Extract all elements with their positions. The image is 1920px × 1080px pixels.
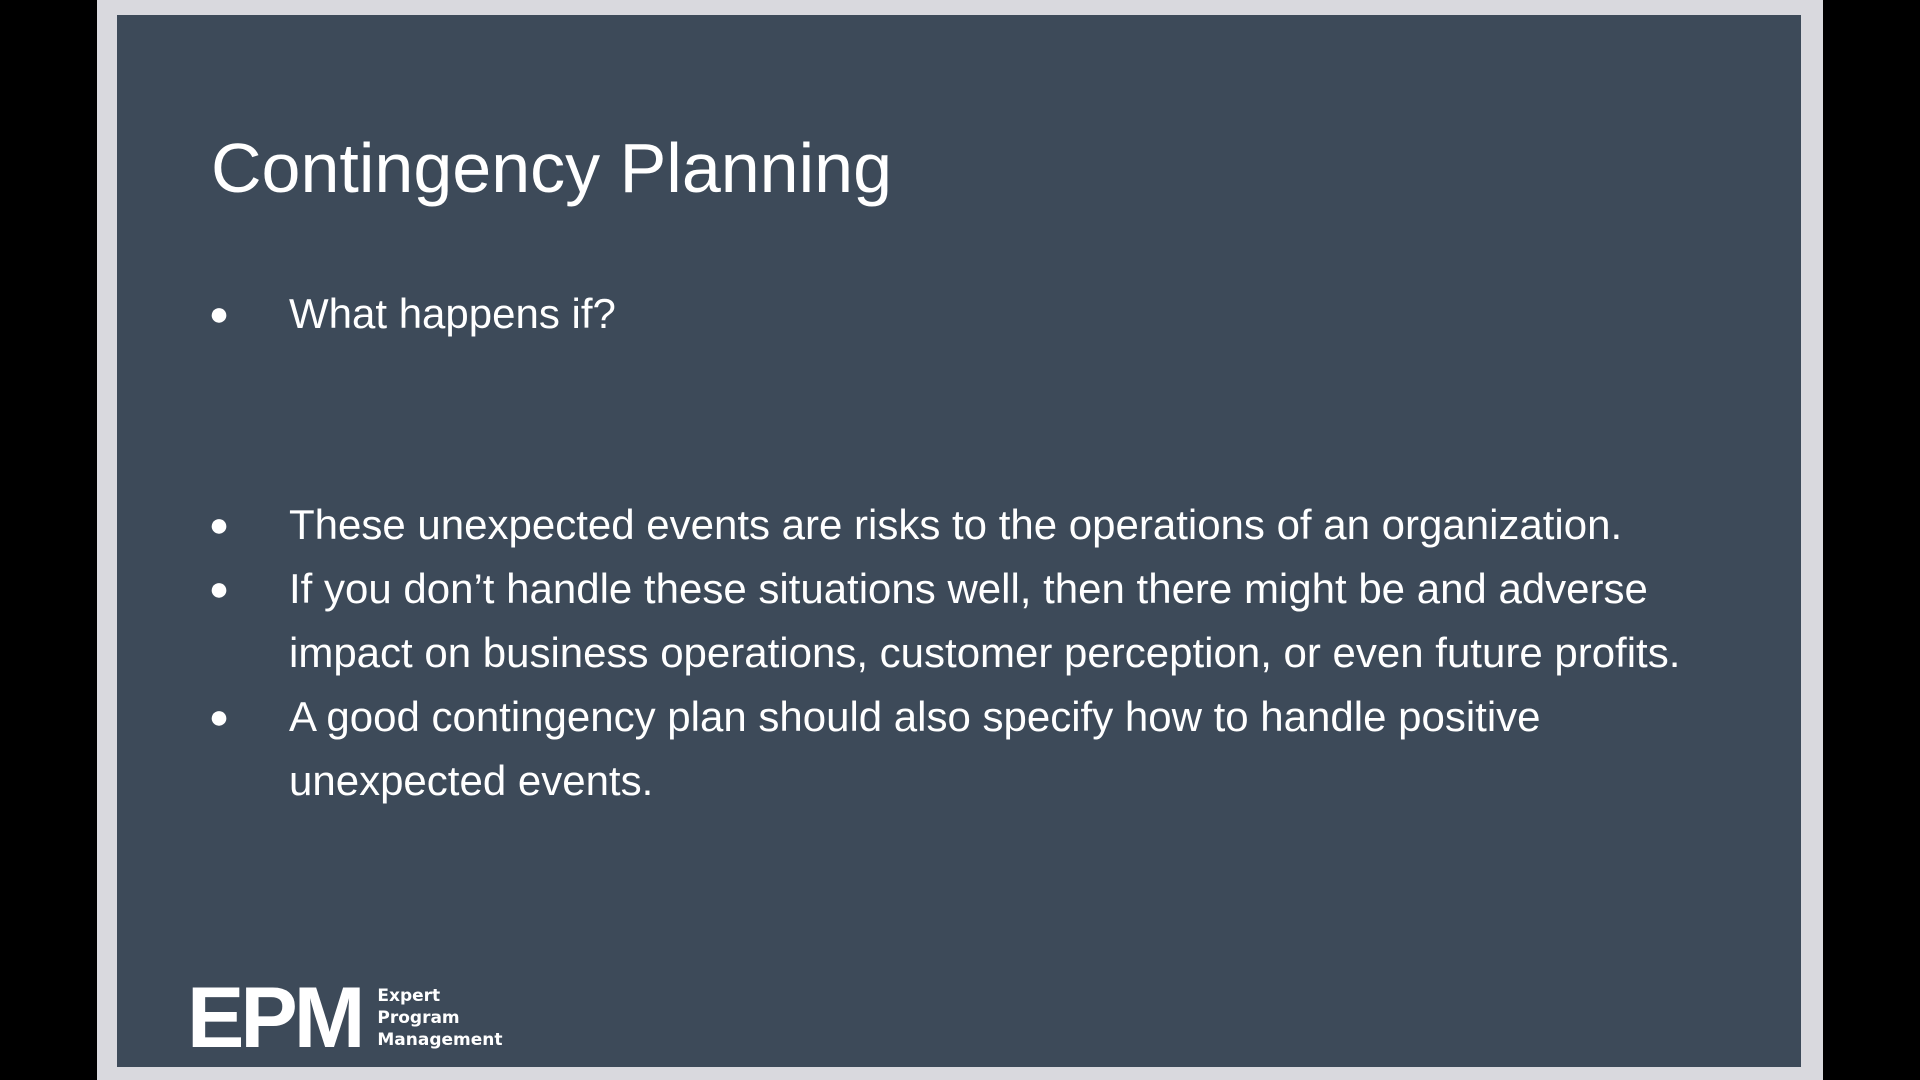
bullet-item	[206, 282, 1706, 346]
bullet-dot-icon: ●	[208, 698, 230, 736]
bullet-text: If you don’t handle these situations well, then there might be and adverse impact on business operations, customer perception, or even future profits.	[289, 565, 1681, 676]
bullet-item	[206, 685, 1706, 813]
logo-line-program: Program	[377, 1008, 460, 1028]
bullet-item	[206, 557, 1706, 685]
bullet-text: What happens if?	[289, 290, 616, 337]
logo-mark: EPM	[187, 970, 362, 1066]
presentation-frame	[97, 0, 1823, 1080]
slide-title: Contingency Planning	[211, 129, 893, 207]
bullet-dot-icon: ●	[208, 295, 230, 333]
logo-line-management: Management	[377, 1030, 503, 1050]
logo-line-expert: Expert	[377, 986, 441, 1006]
bullet-item	[206, 493, 1706, 557]
slide	[117, 15, 1801, 1067]
bullet-dot-icon: ●	[208, 506, 230, 544]
bullet-text: A good contingency plan should also specify how to handle positive unexpected events.	[289, 693, 1541, 804]
bullet-dot-icon: ●	[208, 570, 230, 608]
epm-logo	[187, 970, 503, 1066]
logo-wordmark	[377, 985, 502, 1051]
bullet-text: These unexpected events are risks to the operations of an organization.	[289, 501, 1623, 548]
